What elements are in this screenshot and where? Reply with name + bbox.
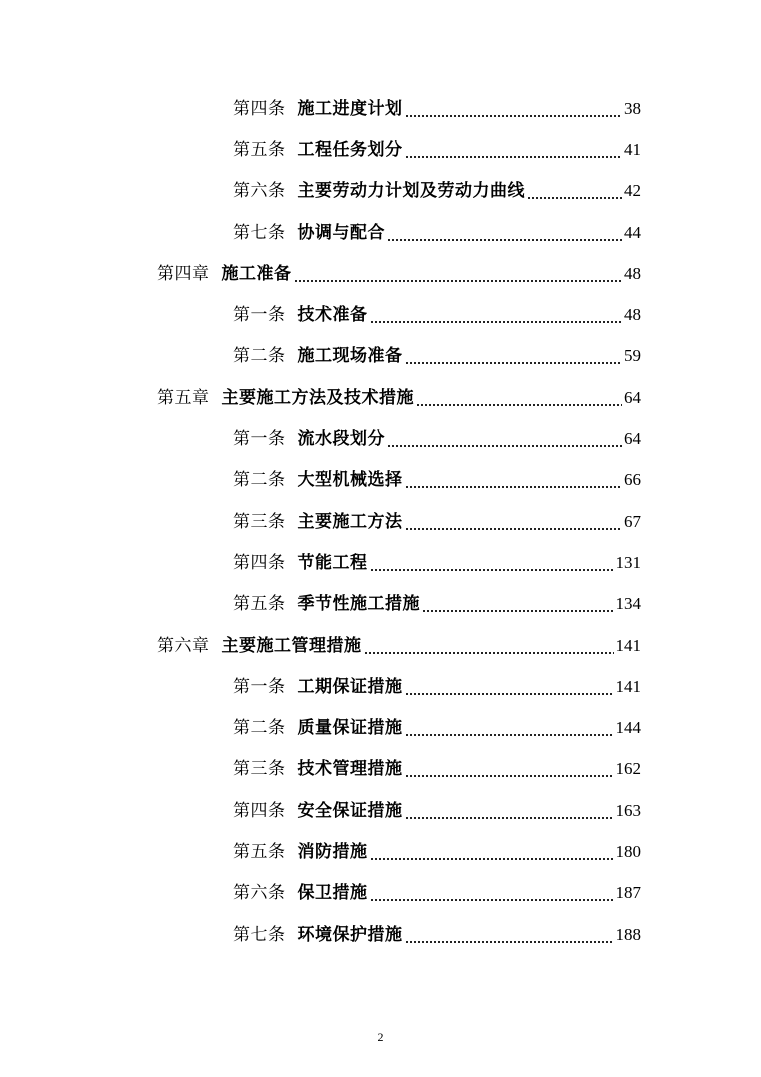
toc-entry[interactable] (0, 914, 761, 955)
toc-entry-page: 188 (615, 924, 641, 944)
toc-entry[interactable] (0, 749, 761, 790)
toc-chapter-entry[interactable] (0, 377, 761, 418)
toc-dot-leader (405, 925, 614, 945)
toc-entry-page: 38 (624, 98, 641, 118)
toc-entry-prefix: 第二条 (233, 470, 286, 491)
toc-entry-title: 施工现场准备 (297, 346, 403, 367)
toc-dot-leader (405, 759, 614, 779)
toc-entry-page: 187 (615, 883, 641, 903)
toc-dot-leader (405, 140, 623, 160)
toc-dot-leader (405, 801, 614, 821)
toc-entry-title: 施工准备 (221, 263, 292, 284)
toc-entry-prefix: 第四条 (233, 552, 286, 573)
toc-entry-page: 44 (624, 222, 641, 242)
toc-entry-title: 主要施工方法及技术措施 (221, 387, 414, 408)
toc-entry[interactable] (0, 294, 761, 335)
toc-entry-page: 66 (624, 470, 641, 490)
toc-entry-page: 131 (615, 552, 641, 572)
toc-entry-page: 64 (624, 429, 641, 449)
toc-entry-title: 节能工程 (297, 552, 368, 573)
table-of-contents (0, 88, 761, 955)
toc-entry-title: 保卫措施 (297, 883, 368, 904)
toc-entry-page: 134 (615, 594, 641, 614)
toc-entry[interactable] (0, 418, 761, 459)
toc-entry-title: 技术管理措施 (297, 759, 403, 780)
toc-dot-leader (405, 99, 623, 119)
toc-entry[interactable] (0, 129, 761, 170)
toc-dot-leader (405, 718, 614, 738)
toc-entry-prefix: 第五条 (233, 594, 286, 615)
toc-entry-page: 180 (615, 841, 641, 861)
toc-entry[interactable] (0, 584, 761, 625)
toc-entry-prefix: 第五条 (233, 841, 286, 862)
toc-dot-leader (422, 594, 614, 614)
toc-entry-prefix: 第三条 (233, 759, 286, 780)
toc-entry-prefix: 第六条 (233, 883, 286, 904)
toc-entry-prefix: 第七条 (233, 222, 286, 243)
toc-entry-prefix: 第六章 (157, 635, 210, 656)
toc-dot-leader (370, 305, 623, 325)
toc-entry-page: 41 (624, 139, 641, 159)
toc-dot-leader (294, 264, 623, 284)
toc-entry[interactable] (0, 542, 761, 583)
toc-entry[interactable] (0, 336, 761, 377)
toc-entry-title: 安全保证措施 (297, 800, 403, 821)
toc-entry-page: 48 (624, 305, 641, 325)
toc-entry[interactable] (0, 873, 761, 914)
toc-entry-prefix: 第四章 (157, 263, 210, 284)
toc-dot-leader (364, 636, 614, 656)
toc-entry-page: 163 (615, 800, 641, 820)
toc-entry-title: 工期保证措施 (297, 676, 403, 697)
toc-dot-leader (387, 223, 622, 243)
toc-entry-prefix: 第一条 (233, 676, 286, 697)
toc-entry-prefix: 第二条 (233, 718, 286, 739)
toc-entry[interactable] (0, 707, 761, 748)
toc-entry-title: 大型机械选择 (297, 470, 403, 491)
toc-dot-leader (405, 346, 623, 366)
toc-entry-title: 主要劳动力计划及劳动力曲线 (297, 181, 525, 202)
toc-entry-title: 主要施工管理措施 (221, 635, 362, 656)
toc-chapter-entry[interactable] (0, 625, 761, 666)
toc-entry-title: 季节性施工措施 (297, 594, 420, 615)
toc-dot-leader (370, 553, 614, 573)
toc-entry-page: 42 (624, 181, 641, 201)
toc-entry-prefix: 第四条 (233, 98, 286, 119)
toc-entry-prefix: 第一条 (233, 429, 286, 450)
toc-entry-title: 质量保证措施 (297, 718, 403, 739)
toc-dot-leader (405, 512, 623, 532)
toc-entry[interactable] (0, 790, 761, 831)
toc-entry-prefix: 第一条 (233, 305, 286, 326)
toc-entry-prefix: 第七条 (233, 924, 286, 945)
toc-entry-title: 环境保护措施 (297, 924, 403, 945)
toc-entry[interactable] (0, 88, 761, 129)
toc-entry-title: 主要施工方法 (297, 511, 403, 532)
toc-entry-title: 协调与配合 (297, 222, 385, 243)
toc-entry-prefix: 第三条 (233, 511, 286, 532)
toc-entry-title: 技术准备 (297, 305, 368, 326)
toc-entry[interactable] (0, 501, 761, 542)
toc-entry[interactable] (0, 460, 761, 501)
toc-entry[interactable] (0, 831, 761, 872)
toc-dot-leader (370, 842, 614, 862)
toc-chapter-entry[interactable] (0, 253, 761, 294)
toc-entry-page: 144 (615, 718, 641, 738)
toc-entry-page: 48 (624, 263, 641, 283)
toc-entry-title: 施工进度计划 (297, 98, 403, 119)
toc-entry-page: 141 (615, 676, 641, 696)
toc-dot-leader (405, 470, 623, 490)
toc-dot-leader (405, 677, 614, 697)
toc-dot-leader (370, 883, 614, 903)
toc-entry-page: 67 (624, 511, 641, 531)
toc-entry-title: 消防措施 (297, 841, 368, 862)
toc-entry-page: 64 (624, 387, 641, 407)
toc-entry-page: 141 (615, 635, 641, 655)
toc-entry-page: 162 (615, 759, 641, 779)
toc-entry-prefix: 第二条 (233, 346, 286, 367)
toc-entry[interactable] (0, 666, 761, 707)
toc-entry-title: 流水段划分 (297, 429, 385, 450)
toc-entry[interactable] (0, 171, 761, 212)
toc-entry-title: 工程任务划分 (297, 139, 403, 160)
toc-dot-leader (527, 181, 622, 201)
toc-entry-prefix: 第五条 (233, 139, 286, 160)
toc-entry-prefix: 第五章 (157, 387, 210, 408)
toc-entry-page: 59 (624, 346, 641, 366)
toc-entry[interactable] (0, 212, 761, 253)
page-number: 2 (377, 1030, 384, 1044)
toc-entry-prefix: 第四条 (233, 800, 286, 821)
toc-entry-prefix: 第六条 (233, 181, 286, 202)
toc-dot-leader (416, 388, 622, 408)
toc-dot-leader (387, 429, 622, 449)
